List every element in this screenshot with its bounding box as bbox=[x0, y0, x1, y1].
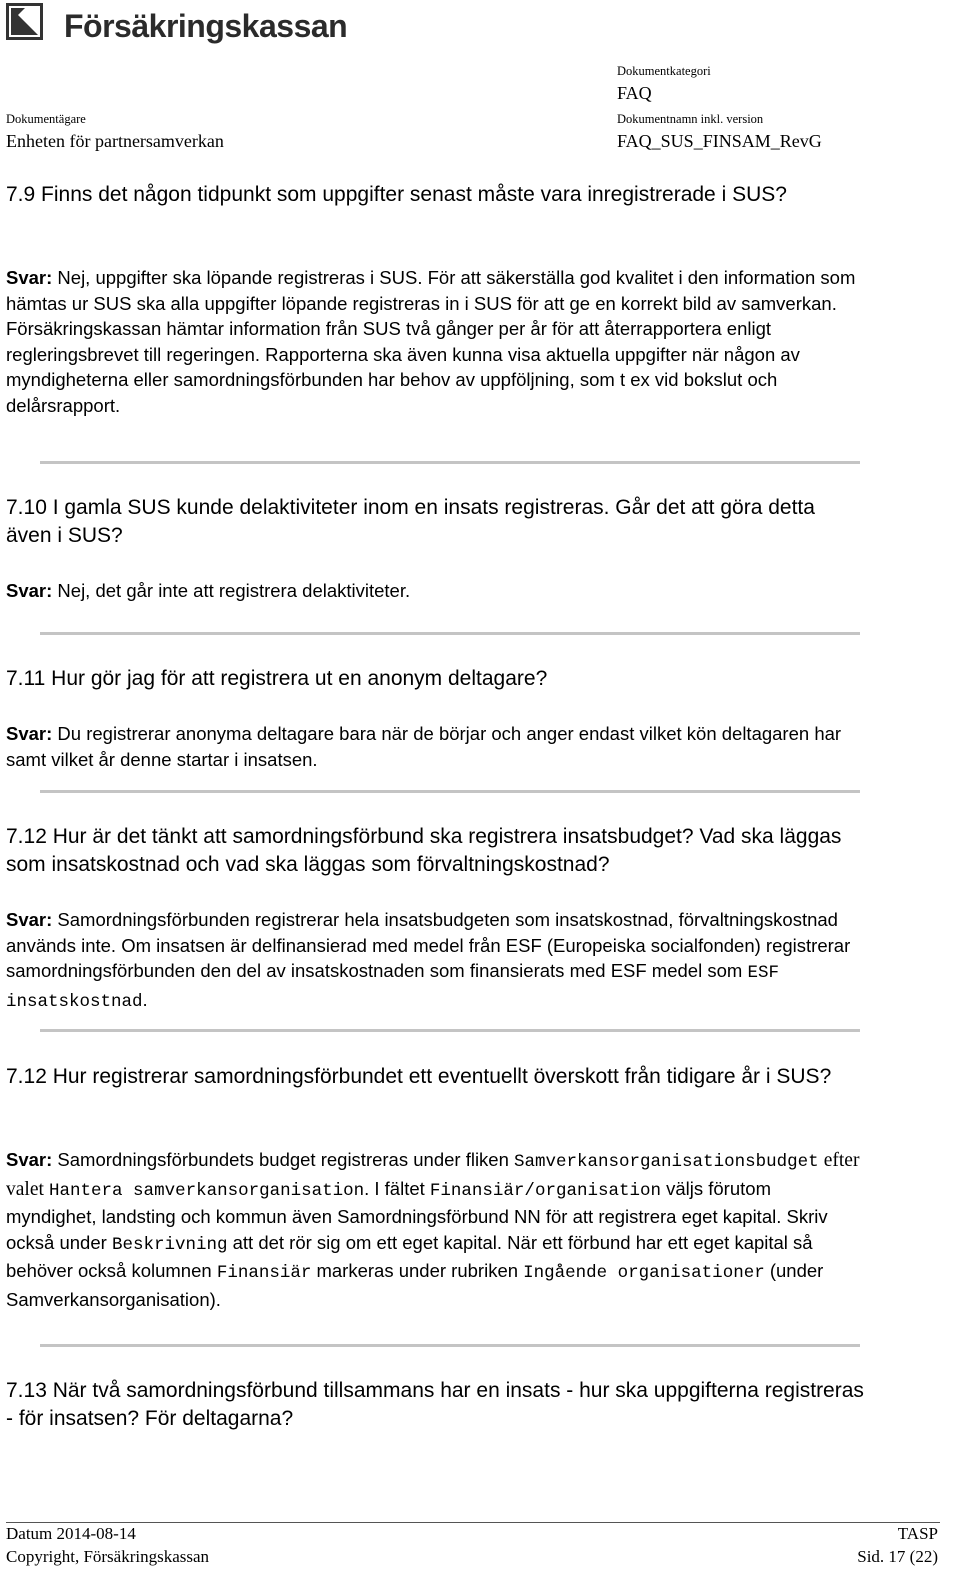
code-esf-insatskostnad: ESF insatskostnad bbox=[6, 963, 779, 1012]
question-7-10: 7.10 I gamla SUS kunde delaktiviteter inom en insats registreras. Går det att göra detta även i SUS? bbox=[6, 496, 815, 547]
answer-text: Du registrerar anonyma deltagare bara när de börjar och anger endast vilket kön deltagaren har samt vilket år denne startar i insatsen. bbox=[6, 723, 842, 770]
code-finansiar: Finansiär bbox=[216, 1263, 312, 1284]
doc-name-label: Dokumentnamn inkl. version bbox=[617, 112, 764, 126]
answer-label: Svar: bbox=[6, 580, 53, 601]
answer-7-12-budget bbox=[6, 907, 866, 1015]
footer-page-number: Sid. 17 (22) bbox=[857, 1547, 938, 1566]
answer-7-10 bbox=[6, 578, 866, 604]
answer-text: att det rör sig om ett eget kapital. När ett förbund har ett eget kapital så behöver också kolumnen bbox=[6, 1231, 813, 1282]
answer-text: . I fältet bbox=[364, 1177, 425, 1199]
code-finansiar-organisation: Finansiär/organisation bbox=[429, 1180, 661, 1201]
section-divider bbox=[40, 461, 860, 464]
answer-label: Svar: bbox=[6, 267, 53, 288]
logo-text: Försäkringskassan bbox=[64, 8, 348, 44]
answer-text: väljs förutom myndighet, landsting och kommun även Samordningsförbund NN för att registrera eget kapital. Skriv också under bbox=[6, 1177, 828, 1253]
answer-text: Samordningsförbundets budget registreras under fliken bbox=[57, 1149, 509, 1170]
section-divider bbox=[40, 632, 860, 635]
answer-7-11 bbox=[6, 721, 866, 772]
question-7-13: 7.13 När två samordningsförbund tillsammans har en insats - hur ska uppgifterna registreras - för insatsen? För deltagarna? bbox=[6, 1379, 864, 1430]
code-samverkansorganisationsbudget: Samverkansorganisationsbudget bbox=[514, 1152, 819, 1172]
answer-7-12-overskott bbox=[6, 1147, 866, 1313]
code-ingaende-organisationer: Ingående organisationer bbox=[523, 1263, 765, 1284]
answer-text: Samordningsförbunden registrerar hela insatsbudgeten som insatskostnad, förvaltningskostnad används inte. Om insatsen är delfinansierad med medel från ESF (Europeiska socialfonden) registrerar samordningsförbunden den del av insatskostnaden som finansierats med ESF medel som bbox=[6, 909, 851, 982]
question-7-12-budget: 7.12 Hur är det tänkt att samordningsförbund ska registrera insatsbudget? Vad ska läggas som insatskostnad och vad ska läggas som förvaltningskostnad? bbox=[6, 825, 842, 876]
answer-text: Nej, det går inte att registrera delaktiviteter. bbox=[57, 580, 411, 601]
answer-7-9 bbox=[6, 265, 866, 419]
doc-name-value: FAQ_SUS_FINSAM_RevG bbox=[617, 131, 822, 151]
code-beskrivning: Beskrivning bbox=[111, 1234, 228, 1255]
answer-label: Svar: bbox=[6, 1149, 53, 1170]
question-7-11: 7.11 Hur gör jag för att registrera ut en anonym deltagare? bbox=[6, 667, 548, 690]
answer-text: efter valet bbox=[6, 1150, 860, 1200]
answer-end: . bbox=[142, 988, 148, 1010]
doc-category-label: Dokumentkategori bbox=[617, 64, 711, 78]
logo-icon bbox=[6, 3, 43, 40]
section-divider bbox=[40, 1344, 860, 1347]
question-7-12-overskott: 7.12 Hur registrerar samordningsförbundet ett eventuellt överskott från tidigare år i SUS? bbox=[6, 1065, 832, 1088]
answer-label: Svar: bbox=[6, 909, 53, 930]
answer-label: Svar: bbox=[6, 723, 53, 744]
doc-owner-label: Dokumentägare bbox=[6, 112, 86, 126]
answer-text: markeras under rubriken bbox=[316, 1260, 519, 1282]
section-divider bbox=[40, 790, 860, 793]
answer-text: Nej, uppgifter ska löpande registreras i SUS. För att säkerställa god kvalitet i den information som hämtas ur SUS ska alla uppgifter löpande registreras in i SUS för att ge en korrekt bild av samverkan. Försäkringskassan hämtar information från SUS två gånger per år för att återrapportera enligt regleringsbrevet till regeringen. Rapporterna ska även kunna visa aktuella uppgifter när någon av myndigheterna eller samordningsförbunden har behov av uppföljning, som t ex vid bokslut och delårsrapport. bbox=[6, 267, 856, 416]
footer-divider bbox=[6, 1522, 940, 1523]
doc-category-value: FAQ bbox=[617, 83, 652, 103]
footer-tasp: TASP bbox=[897, 1524, 938, 1543]
footer-date: Datum 2014-08-14 bbox=[6, 1524, 136, 1543]
section-divider bbox=[40, 1029, 860, 1032]
code-hantera-samverkansorganisation: Hantera samverkansorganisation bbox=[49, 1180, 365, 1201]
answer-text: (under Samverkansorganisation). bbox=[6, 1260, 824, 1310]
doc-owner-value: Enheten för partnersamverkan bbox=[6, 131, 224, 151]
question-7-9: 7.9 Finns det någon tidpunkt som uppgifter senast måste vara inregistrerade i SUS? bbox=[6, 183, 787, 206]
footer-copyright: Copyright, Försäkringskassan bbox=[6, 1547, 210, 1566]
